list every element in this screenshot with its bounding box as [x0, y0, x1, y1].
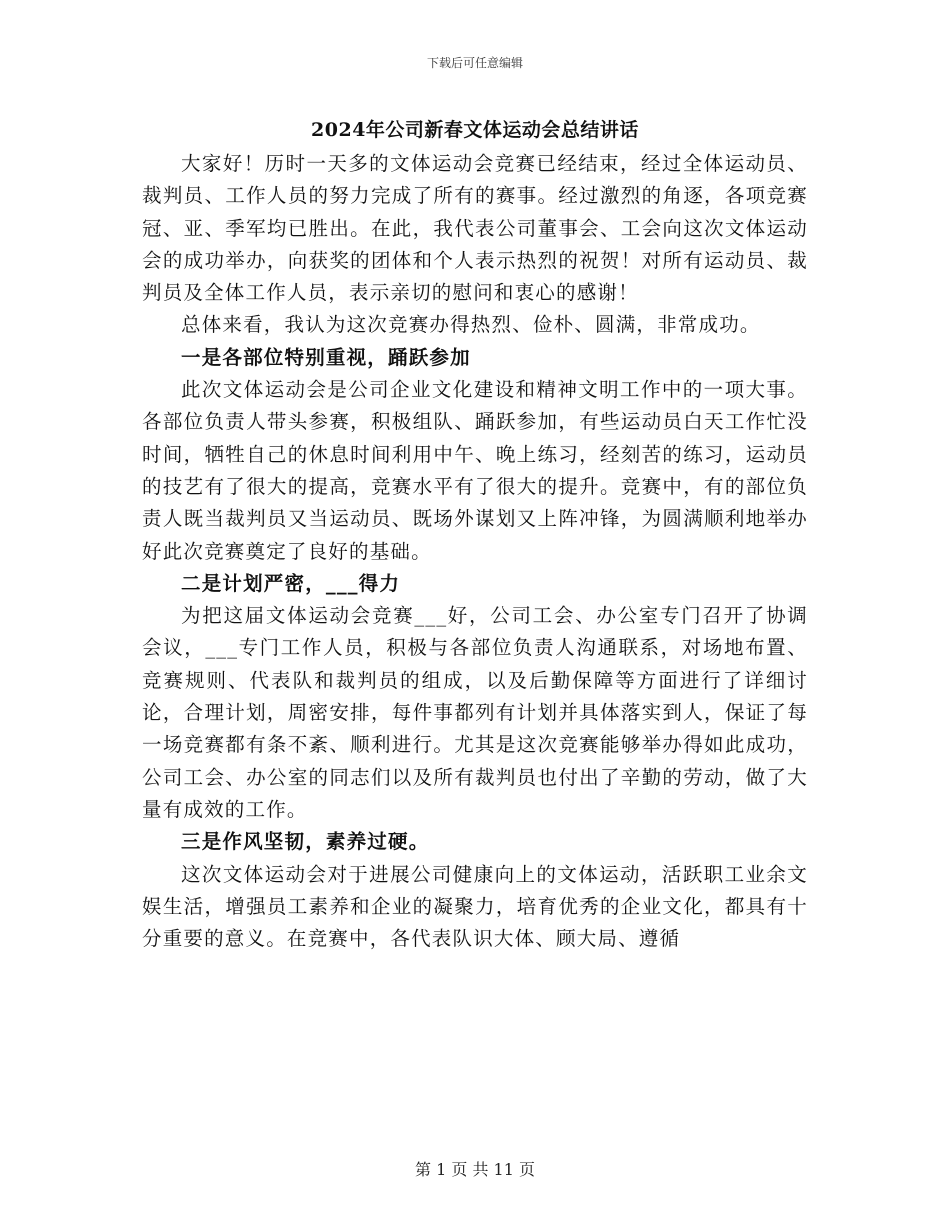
paragraph-intro: 大家好！历时一天多的文体运动会竞赛已经结束，经过全体运动员、裁判员、工作人员的努力完成了所有的赛事。经过激烈的角逐，各项竞赛冠、亚、季军均已胜出。在此，我代表公司董事会、工会向这次文体运动会的成功举办，向获奖的团体和个人表示热烈的祝贺！对所有运动员、裁判员及全体工作人员，表示亲切的慰问和衷心的感谢！ — [142, 152, 808, 305]
header-note: 下载后可任意编辑 — [426, 56, 523, 70]
section-heading-1: 一是各部位特别重视，踊跃参加 — [181, 345, 471, 369]
paragraph-section-2: 为把这届文体运动会竞赛___好，公司工会、办公室专门召开了协调会议，___专门工作人员，积极与各部位负责人沟通联系，对场地布置、竞赛规则、代表队和裁判员的组成，以及后勤保障等方面进行了详细讨论，合理计划，周密安排，每件事都列有计划并具体落实到人，保证了每一场竞赛都有条不紊、顺利进行。尤其是这次竞赛能够举办得如此成功，公司工会、办公室的同志们以及所有裁判员也付出了辛勤的劳动，做了大量有成效的工作。 — [142, 604, 808, 821]
section-heading-3: 三是作风坚韧，素养过硬。 — [181, 830, 430, 854]
page-footer: 第 1 页 共 11 页 — [415, 1160, 535, 1179]
paragraph-summary: 总体来看，我认为这次竞赛办得热烈、俭朴、圆满，非常成功。 — [181, 313, 761, 337]
paragraph-section-1: 此次文体运动会是公司企业文化建设和精神文明工作中的一项大事。各部位负责人带头参赛，积极组队、踊跃参加，有些运动员白天工作忙没时间，牺牲自己的休息时间利用中午、晚上练习，经刻苦的练习，运动员的技艺有了很大的提高，竞赛水平有了很大的提升。竞赛中，有的部位负责人既当裁判员又当运动员、既场外谋划又上阵冲锋，为圆满顺利地举办好此次竞赛奠定了良好的基础。 — [142, 378, 808, 563]
section-heading-2: 二是计划严密，___得力 — [181, 571, 401, 595]
paragraph-section-3: 这次文体运动会对于进展公司健康向上的文体运动，活跃职工业余文娱生活，增强员工素养和企业的凝聚力，培育优秀的企业文化，都具有十分重要的意义。在竞赛中，各代表队识大体、顾大局、遵循 — [142, 862, 808, 951]
document-body — [142, 148, 808, 955]
document-title: 2024年公司新春文体运动会总结讲话 — [311, 119, 639, 141]
